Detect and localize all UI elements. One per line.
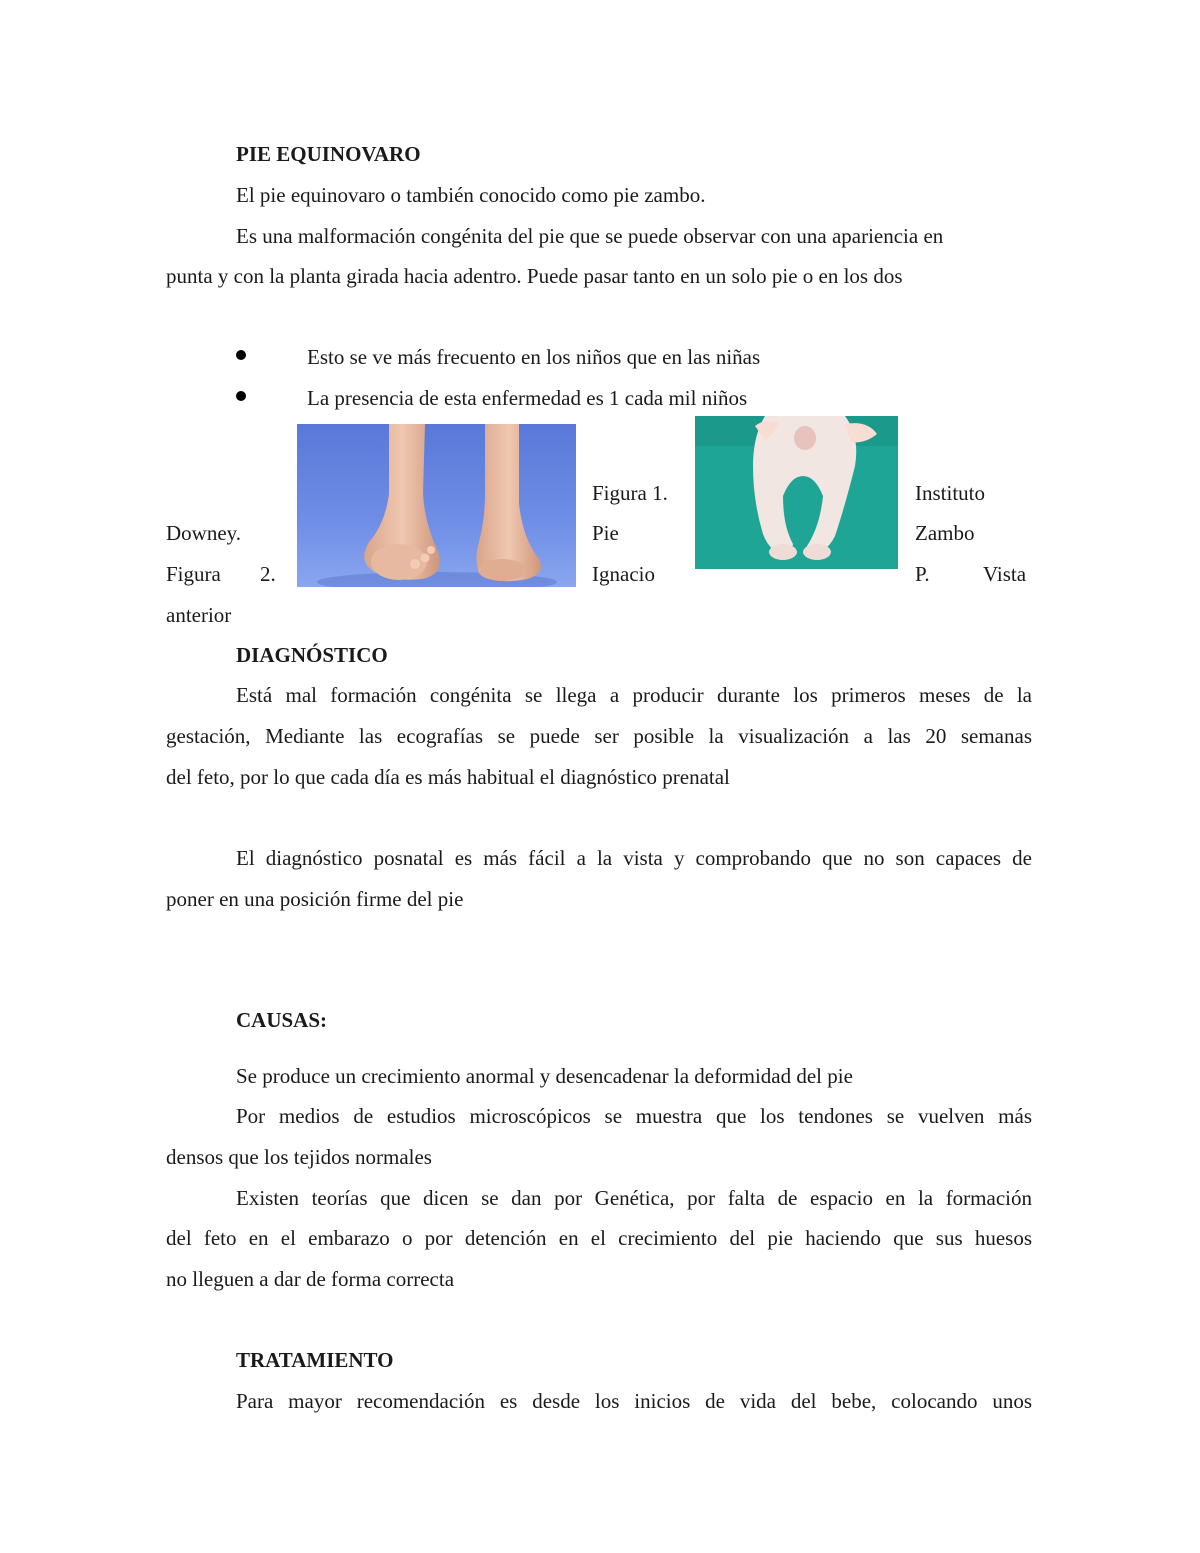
caption-word: Downey. (166, 521, 242, 545)
figure-2-photo (297, 424, 576, 587)
caption-word: Figura (166, 562, 221, 586)
caption-word: Zambo (915, 521, 975, 545)
caption-word: anterior (166, 603, 232, 627)
paragraph-line: poner en una posición firme del pie (166, 887, 464, 911)
section-heading-tratamiento: TRATAMIENTO (236, 1348, 394, 1372)
caption-word: Figura 1. (592, 481, 668, 505)
paragraph-line: Existen teorías que dicen se dan por Genética, por falta de espacio en la formación (236, 1186, 1032, 1210)
caption-word: Vista (983, 562, 1027, 586)
paragraph-line: Se produce un crecimiento anormal y desencadenar la deformidad del pie (236, 1064, 853, 1088)
bullet-icon (236, 391, 246, 401)
paragraph-line: no lleguen a dar de forma correcta (166, 1267, 455, 1291)
paragraph-line: Para mayor recomendación es desde los inicios de vida del bebe, colocando unos (236, 1389, 1032, 1413)
bullet-item: Esto se ve más frecuento en los niños que en las niñas (307, 345, 761, 369)
caption-word: Instituto (915, 481, 986, 505)
caption-word: 2. (260, 562, 276, 586)
section-heading-causas: CAUSAS: (236, 1008, 328, 1032)
section-heading-diagnostico: DIAGNÓSTICO (236, 643, 388, 667)
caption-word: P. (915, 562, 930, 586)
feet-photo-illustration (297, 424, 576, 587)
page-title: PIE EQUINOVARO (236, 142, 421, 166)
caption-word: Ignacio (592, 562, 655, 586)
intro-line: El pie equinovaro o también conocido como pie zambo. (236, 183, 706, 207)
paragraph-line: Está mal formación congénita se llega a producir durante los primeros meses de la (236, 683, 1032, 707)
paragraph-line: Por medios de estudios microscópicos se muestra que los tendones se vuelven más (236, 1104, 1032, 1128)
paragraph-line: El diagnóstico posnatal es más fácil a la vista y comprobando que no son capaces de (236, 846, 1032, 870)
paragraph-line: del feto en el embarazo o por detención en el crecimiento del pie haciendo que sus huesos (166, 1226, 1032, 1250)
intro-paragraph-line: punta y con la planta girada hacia adentro. Puede pasar tanto en un solo pie o en los dos (166, 264, 903, 288)
paragraph-line: gestación, Mediante las ecografías se puede ser posible la visualización a las 20 semanas (166, 724, 1032, 748)
intro-paragraph-line: Es una malformación congénita del pie que se puede observar con una apariencia en (236, 224, 944, 248)
paragraph-line: densos que los tejidos normales (166, 1145, 432, 1169)
bullet-icon (236, 350, 246, 360)
infant-feet-photo-illustration (695, 416, 898, 569)
paragraph-line: del feto, por lo que cada día es más habitual el diagnóstico prenatal (166, 765, 730, 789)
figure-1-photo (695, 416, 898, 569)
bullet-item: La presencia de esta enfermedad es 1 cada mil niños (307, 386, 748, 410)
caption-word: Pie (592, 521, 619, 545)
